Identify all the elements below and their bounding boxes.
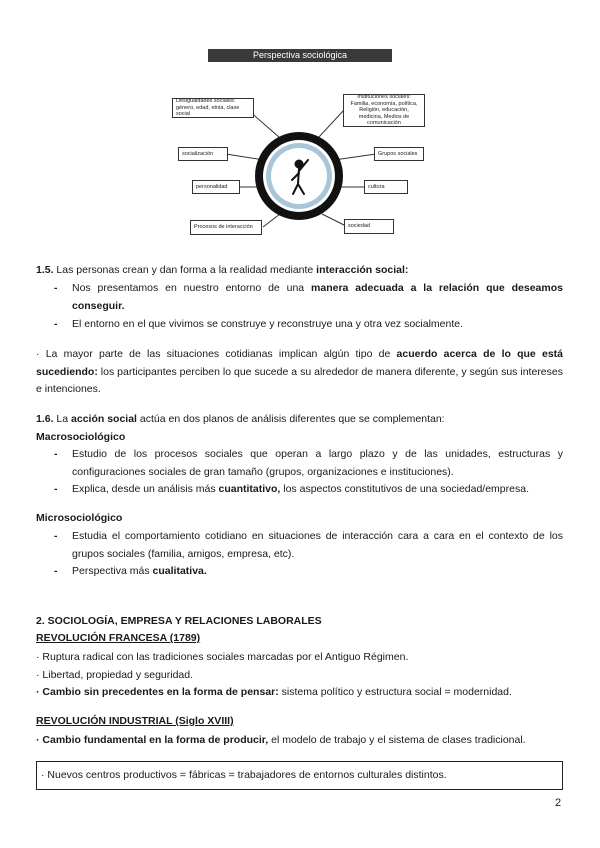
page-number: 2 [555, 797, 562, 809]
french-revolution-point-3: · Cambio sin precedentes en la forma de pensar: sistema político y estructura social = modernidad. [36, 686, 512, 698]
box-cultura: cultura [364, 180, 408, 194]
macro-heading: Macrosociológico [36, 431, 126, 443]
highlighted-note-box: · Nuevos centros productivos = fábricas = trabajadores de entornos culturales distintos. [36, 761, 563, 790]
box-socializacion: socialización [178, 147, 228, 161]
french-revolution-point-2: · Libertad, propiedad y seguridad. [36, 669, 194, 681]
situations-paragraph: · La mayor parte de las situaciones cotidianas implican algún tipo de acuerdo acerca de lo que está sucediendo: los participantes perciben lo que sucede a su alrededor de manera diferente, y según sus intereses e intenciones. [36, 348, 564, 395]
industrial-revolution-point-1: · Cambio fundamental en la forma de producir, el modelo de trabajo y el sistema de clases tradicional. [36, 734, 526, 746]
section-1-5-intro: 1.5. Las personas crean y dan forma a la realidad mediante interacción social: [36, 264, 409, 276]
box-procesos-de-interaccion: Procesos de interacción [190, 220, 262, 235]
box-personalidad: personalidad [192, 180, 240, 194]
industrial-revolution-heading: REVOLUCIÓN INDUSTRIAL (Siglo XVIII) [36, 715, 234, 727]
box-desigualdades-sociales: Desigualdades sociales: género, edad, etnia, clase social [172, 98, 254, 118]
box-grupos-sociales: Grupos sociales [374, 147, 424, 161]
section-1-6-intro: 1.6. La acción social actúa en dos planos de análisis diferentes que se complementan: [36, 413, 445, 425]
box-instituciones-sociales: Instituciones sociales: Familia, economía, política, Religión, educación, medicina, Medios de comunicación [343, 94, 425, 127]
box-sociedad: sociedad [344, 219, 394, 234]
micro-heading: Microsociológico [36, 512, 123, 524]
sociological-perspective-diagram [168, 90, 430, 242]
french-revolution-heading: REVOLUCIÓN FRANCESA (1789) [36, 632, 201, 644]
section-header-bar: Perspectiva sociológica [208, 49, 392, 62]
section-2-title: 2. SOCIOLOGÍA, EMPRESA Y RELACIONES LABORALES [36, 615, 322, 627]
french-revolution-point-1: · Ruptura radical con las tradiciones sociales marcadas por el Antiguo Régimen. [36, 651, 409, 663]
